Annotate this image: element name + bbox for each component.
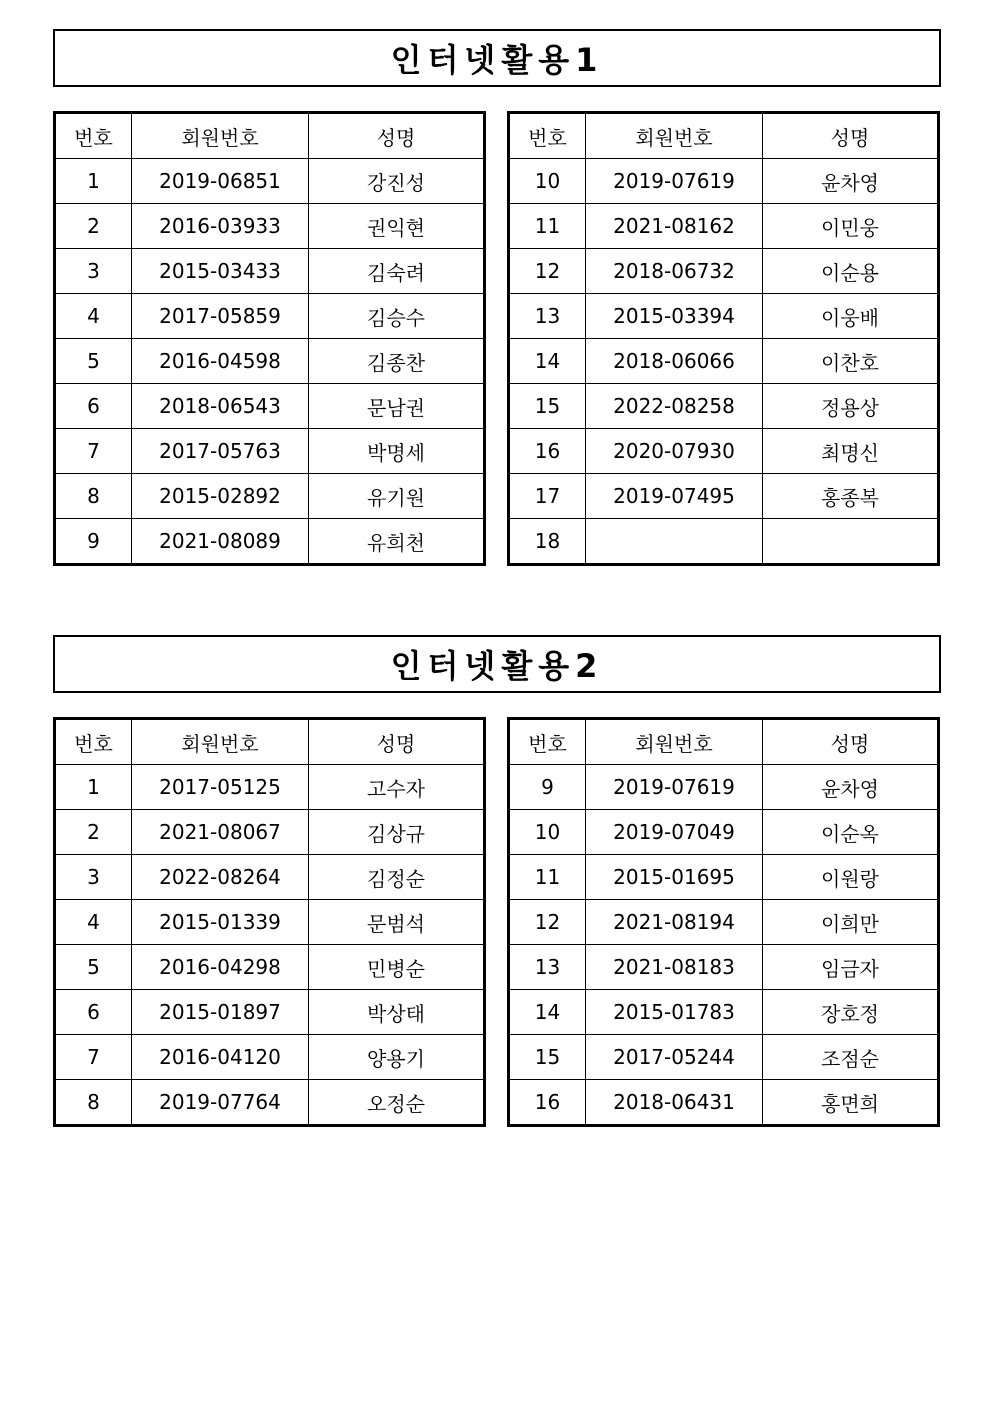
cell-member-id: 2018-06732 xyxy=(586,249,763,294)
cell-name: 문범석 xyxy=(309,900,485,945)
cell-member-id: 2021-08162 xyxy=(586,204,763,249)
cell-name: 정용상 xyxy=(763,384,939,429)
table-row xyxy=(55,1035,485,1080)
cell-no: 16 xyxy=(509,1080,586,1126)
table-row xyxy=(509,990,939,1035)
cell-name: 이순용 xyxy=(763,249,939,294)
roster-table-left xyxy=(53,111,486,566)
cell-name: 윤차영 xyxy=(763,765,939,810)
header-member-id: 회원번호 xyxy=(586,719,763,765)
table-row xyxy=(509,474,939,519)
cell-member-id: 2015-03433 xyxy=(132,249,309,294)
table-header-row xyxy=(55,113,485,159)
header-member-id: 회원번호 xyxy=(132,113,309,159)
cell-no: 2 xyxy=(55,204,132,249)
table-row xyxy=(55,159,485,204)
roster-table-right xyxy=(507,111,940,566)
cell-name: 민병순 xyxy=(309,945,485,990)
cell-member-id: 2016-03933 xyxy=(132,204,309,249)
table-row xyxy=(55,429,485,474)
table-row xyxy=(55,900,485,945)
cell-member-id: 2016-04120 xyxy=(132,1035,309,1080)
header-name: 성명 xyxy=(763,719,939,765)
table-row xyxy=(509,204,939,249)
table-header-row xyxy=(509,719,939,765)
cell-no: 10 xyxy=(509,159,586,204)
table-row xyxy=(509,384,939,429)
table-row xyxy=(509,765,939,810)
cell-no: 17 xyxy=(509,474,586,519)
table-row xyxy=(509,294,939,339)
table-row xyxy=(509,339,939,384)
cell-member-id: 2015-01339 xyxy=(132,900,309,945)
cell-name: 김정순 xyxy=(309,855,485,900)
table-row xyxy=(509,810,939,855)
cell-name: 이민웅 xyxy=(763,204,939,249)
cell-member-id: 2020-07930 xyxy=(586,429,763,474)
cell-name: 홍면희 xyxy=(763,1080,939,1126)
cell-no: 4 xyxy=(55,900,132,945)
cell-no: 6 xyxy=(55,384,132,429)
cell-member-id: 2016-04298 xyxy=(132,945,309,990)
cell-member-id: 2018-06543 xyxy=(132,384,309,429)
cell-no: 3 xyxy=(55,249,132,294)
cell-member-id: 2017-05244 xyxy=(586,1035,763,1080)
section-title: 인터넷활용1 xyxy=(390,41,604,79)
cell-no: 7 xyxy=(55,429,132,474)
cell-no: 9 xyxy=(509,765,586,810)
cell-name: 장호정 xyxy=(763,990,939,1035)
cell-no: 3 xyxy=(55,855,132,900)
cell-member-id: 2019-07049 xyxy=(586,810,763,855)
table-row xyxy=(55,204,485,249)
section-title: 인터넷활용2 xyxy=(390,647,604,685)
cell-no: 6 xyxy=(55,990,132,1035)
cell-member-id: 2017-05859 xyxy=(132,294,309,339)
header-name: 성명 xyxy=(763,113,939,159)
table-row xyxy=(55,855,485,900)
table-row xyxy=(509,945,939,990)
roster-table-left xyxy=(53,717,486,1127)
cell-no: 5 xyxy=(55,945,132,990)
table-header-row xyxy=(55,719,485,765)
table-row xyxy=(509,855,939,900)
table-row xyxy=(55,339,485,384)
cell-name: 문남권 xyxy=(309,384,485,429)
cell-name: 이웅배 xyxy=(763,294,939,339)
cell-no: 16 xyxy=(509,429,586,474)
cell-member-id: 2019-07619 xyxy=(586,765,763,810)
cell-no: 12 xyxy=(509,900,586,945)
table-row xyxy=(55,384,485,429)
table-row xyxy=(55,990,485,1035)
cell-member-id: 2015-01783 xyxy=(586,990,763,1035)
cell-member-id: 2019-07495 xyxy=(586,474,763,519)
cell-no: 15 xyxy=(509,1035,586,1080)
table-body xyxy=(509,765,939,1126)
cell-member-id: 2022-08258 xyxy=(586,384,763,429)
cell-member-id xyxy=(586,519,763,565)
header-member-id: 회원번호 xyxy=(132,719,309,765)
cell-name: 윤차영 xyxy=(763,159,939,204)
cell-no: 9 xyxy=(55,519,132,565)
cell-member-id: 2015-01897 xyxy=(132,990,309,1035)
cell-name: 이순옥 xyxy=(763,810,939,855)
cell-member-id: 2016-04598 xyxy=(132,339,309,384)
header-no: 번호 xyxy=(55,113,132,159)
cell-name: 김승수 xyxy=(309,294,485,339)
table-row xyxy=(509,429,939,474)
cell-no: 11 xyxy=(509,855,586,900)
section-title-box xyxy=(53,635,941,693)
cell-name xyxy=(763,519,939,565)
header-name: 성명 xyxy=(309,719,485,765)
cell-member-id: 2015-02892 xyxy=(132,474,309,519)
cell-no: 4 xyxy=(55,294,132,339)
cell-name: 강진성 xyxy=(309,159,485,204)
table-row xyxy=(55,294,485,339)
cell-name: 이원랑 xyxy=(763,855,939,900)
table-row xyxy=(509,900,939,945)
cell-name: 홍종복 xyxy=(763,474,939,519)
section-title-box xyxy=(53,29,941,87)
cell-name: 김숙려 xyxy=(309,249,485,294)
cell-name: 오정순 xyxy=(309,1080,485,1126)
header-no: 번호 xyxy=(509,113,586,159)
cell-no: 18 xyxy=(509,519,586,565)
cell-no: 5 xyxy=(55,339,132,384)
table-body xyxy=(55,765,485,1126)
table-row xyxy=(55,1080,485,1126)
cell-no: 13 xyxy=(509,945,586,990)
cell-member-id: 2021-08194 xyxy=(586,900,763,945)
table-row xyxy=(55,474,485,519)
cell-member-id: 2021-08089 xyxy=(132,519,309,565)
cell-member-id: 2021-08183 xyxy=(586,945,763,990)
cell-name: 박상태 xyxy=(309,990,485,1035)
table-row xyxy=(509,249,939,294)
roster-table-right xyxy=(507,717,940,1127)
cell-no: 8 xyxy=(55,1080,132,1126)
cell-member-id: 2015-03394 xyxy=(586,294,763,339)
cell-name: 권익현 xyxy=(309,204,485,249)
cell-name: 이희만 xyxy=(763,900,939,945)
cell-no: 8 xyxy=(55,474,132,519)
cell-no: 11 xyxy=(509,204,586,249)
header-name: 성명 xyxy=(309,113,485,159)
table-body xyxy=(509,159,939,565)
cell-name: 최명신 xyxy=(763,429,939,474)
cell-member-id: 2017-05763 xyxy=(132,429,309,474)
cell-member-id: 2015-01695 xyxy=(586,855,763,900)
table-row xyxy=(509,1035,939,1080)
header-no: 번호 xyxy=(55,719,132,765)
cell-member-id: 2019-07619 xyxy=(586,159,763,204)
cell-name: 조점순 xyxy=(763,1035,939,1080)
cell-member-id: 2018-06431 xyxy=(586,1080,763,1126)
table-row xyxy=(55,249,485,294)
table-row xyxy=(55,765,485,810)
cell-member-id: 2022-08264 xyxy=(132,855,309,900)
cell-name: 고수자 xyxy=(309,765,485,810)
cell-name: 유희천 xyxy=(309,519,485,565)
cell-name: 김상규 xyxy=(309,810,485,855)
table-row xyxy=(509,159,939,204)
table-row xyxy=(55,945,485,990)
table-row xyxy=(509,519,939,565)
cell-member-id: 2019-06851 xyxy=(132,159,309,204)
cell-no: 14 xyxy=(509,339,586,384)
cell-no: 7 xyxy=(55,1035,132,1080)
cell-no: 1 xyxy=(55,765,132,810)
cell-name: 양용기 xyxy=(309,1035,485,1080)
header-no: 번호 xyxy=(509,719,586,765)
cell-no: 12 xyxy=(509,249,586,294)
cell-name: 박명세 xyxy=(309,429,485,474)
cell-member-id: 2021-08067 xyxy=(132,810,309,855)
cell-no: 13 xyxy=(509,294,586,339)
cell-member-id: 2019-07764 xyxy=(132,1080,309,1126)
cell-name: 이찬호 xyxy=(763,339,939,384)
cell-no: 1 xyxy=(55,159,132,204)
table-body xyxy=(55,159,485,565)
cell-no: 15 xyxy=(509,384,586,429)
header-member-id: 회원번호 xyxy=(586,113,763,159)
table-row xyxy=(55,519,485,565)
cell-no: 2 xyxy=(55,810,132,855)
cell-member-id: 2018-06066 xyxy=(586,339,763,384)
cell-name: 김종찬 xyxy=(309,339,485,384)
table-row xyxy=(55,810,485,855)
table-header-row xyxy=(509,113,939,159)
cell-name: 유기원 xyxy=(309,474,485,519)
cell-member-id: 2017-05125 xyxy=(132,765,309,810)
cell-no: 14 xyxy=(509,990,586,1035)
cell-name: 임금자 xyxy=(763,945,939,990)
cell-no: 10 xyxy=(509,810,586,855)
table-row xyxy=(509,1080,939,1126)
